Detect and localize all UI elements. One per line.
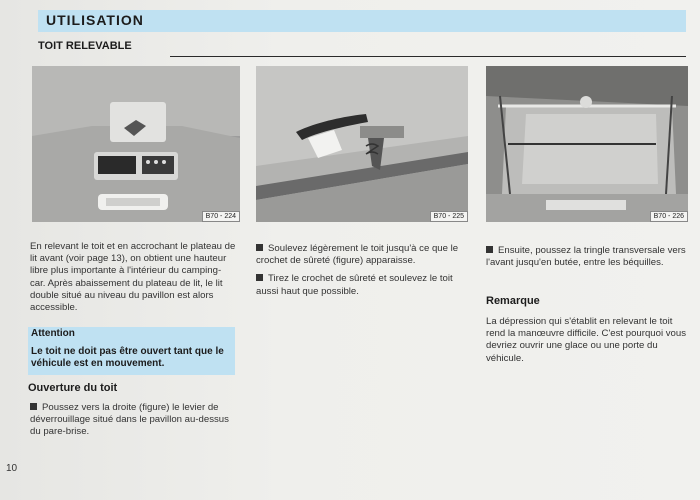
subhead-remark: Remarque: [486, 295, 540, 307]
list-item: [256, 243, 468, 267]
bullet-text: Poussez vers la droite (figure) le levier de déverrouillage situé dans le pavillon au-dessus du pare-brise.: [30, 402, 229, 438]
list-item: [486, 245, 688, 269]
column-3: [486, 245, 688, 275]
bullet-icon: [486, 246, 493, 253]
column-2: [256, 243, 468, 304]
photo-code: B70 - 224: [202, 211, 240, 222]
page-title: UTILISATION: [46, 12, 144, 28]
bullet-icon: [256, 244, 263, 251]
bullet-icon: [30, 403, 37, 410]
page-number: 10: [6, 463, 18, 474]
section-title: TOIT RELEVABLE: [38, 40, 132, 52]
bullet-text: Soulevez légèrement le toit jusqu'à ce que le crochet de sûreté (figure) apparaisse.: [256, 243, 459, 267]
intro-paragraph: En relevant le toit et en accrochant le plateau de lit avant (voir page 13), on obtient une hauteur libre plus importante à l'intérieur du camping-car. Après abaissement du plateau de lit, le lit double situé au niveau du pavillon est alors accessible.: [30, 241, 236, 314]
divider-rule: [170, 56, 686, 57]
list-item: [30, 402, 236, 439]
column-1-bullets: [30, 402, 236, 445]
list-item: [256, 273, 468, 297]
photo-safety-hook-illustration: [256, 66, 468, 222]
photo-code: B70 - 226: [650, 211, 688, 222]
bullet-icon: [256, 274, 263, 281]
column-3-remark: [486, 316, 688, 371]
photo-code: B70 - 225: [430, 211, 468, 222]
column-1: [30, 241, 236, 320]
subhead-opening: Ouverture du toit: [28, 382, 118, 394]
bullet-text: Ensuite, poussez la tringle transversale vers l'avant jusqu'en butée, entre les béquilles.: [486, 245, 686, 269]
photo-raised-roof: [486, 66, 688, 222]
attention-text: Le toit ne doit pas être ouvert tant que le véhicule est en mouvement.: [31, 346, 224, 369]
photo-overhead-console: [32, 66, 240, 222]
attention-title: Attention: [31, 328, 75, 339]
photo-safety-hook: [256, 66, 468, 222]
remark-text: La dépression qui s'établit en relevant le toit rend la manœuvre difficile. C'est pourquoi vous devriez ouvrir une glace ou une porte du véhicule.: [486, 316, 687, 364]
photo-raised-roof-illustration: [486, 66, 688, 222]
bullet-text: Tirez le crochet de sûreté et soulevez le toit aussi haut que possible.: [256, 273, 453, 297]
photo-overhead-console-illustration: [32, 66, 240, 222]
